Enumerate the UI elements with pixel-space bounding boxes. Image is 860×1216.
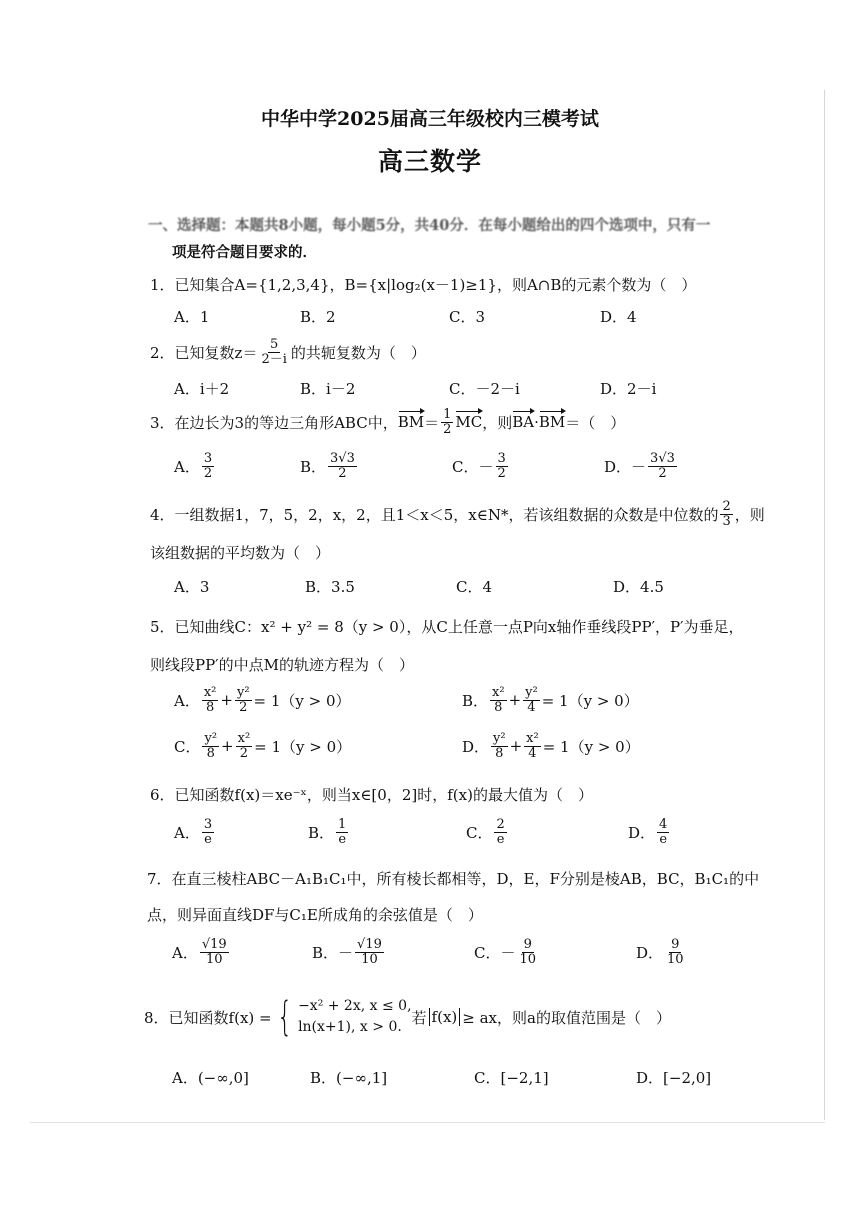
left-brace: {: [276, 994, 292, 1040]
section-instructions-cont: 项是符合题目要求的．: [172, 244, 317, 261]
frac-den: 8: [205, 699, 215, 715]
vector-bm: BM: [397, 413, 425, 432]
question-7: 7．在直三棱柱ABC－A₁B₁C₁中，所有棱长都相等，D，E，F分别是棱AB，BC，B₁C₁的中: [147, 870, 760, 888]
option-fraction: [648, 452, 677, 480]
q3-half: [441, 408, 453, 436]
question-5: 5．已知曲线C：x² + y² = 8（y > 0），从C上任意一点P向x轴作垂线段PP′，P′为垂足，: [150, 618, 744, 636]
option-fraction: [202, 686, 219, 714]
q3-then: ，则: [482, 413, 513, 432]
q3-half-num: 1: [443, 407, 452, 422]
q3-option-b: [300, 452, 359, 480]
frac-num: 3√3: [330, 451, 355, 466]
q4-frac-num: 2: [722, 499, 731, 514]
piecewise-cases: [298, 996, 411, 1038]
question-8: [144, 996, 671, 1038]
q4-option-d: D．4.5: [613, 578, 664, 596]
piecewise-function: [272, 996, 412, 1038]
option-label: D．: [462, 737, 490, 756]
q4-option-c: C．4: [456, 578, 493, 596]
option-label: D．: [604, 457, 632, 476]
q1-option-a: A．1: [174, 308, 210, 326]
q3-option-c: [452, 452, 510, 480]
option-tail: = 1（y > 0）: [542, 737, 640, 756]
q7-option-b: [312, 938, 386, 966]
option-label: B．: [312, 943, 339, 962]
q8-option-d: D．[−2,0]: [636, 1069, 712, 1087]
option-fraction: [518, 938, 539, 966]
q8-prefix: 8．已知函数f(x) =: [144, 1008, 272, 1027]
q8-option-b: B．(−∞,1]: [310, 1069, 388, 1087]
frac-den: 2: [658, 465, 667, 481]
option-fraction: [202, 452, 214, 480]
q8-mid: 若: [411, 1008, 427, 1027]
q6-option-c: [466, 818, 509, 846]
q6-option-a: [174, 818, 216, 846]
frac-num: 3: [203, 817, 213, 832]
option-fraction: [490, 686, 507, 714]
option-label: A．: [174, 691, 200, 710]
frac-den: 8: [495, 745, 504, 761]
frac-den: 10: [361, 951, 378, 967]
q3-eq: ＝: [424, 413, 440, 432]
q2-frac-den: 2－i: [261, 351, 287, 367]
frac-den: 10: [205, 951, 223, 967]
option-fraction: [657, 818, 669, 846]
q5-option-b: B． $\frac{\text{x²}}{8}$ + $\frac{\text{y²}}{4}$ = 1（y > 0）: [462, 685, 639, 715]
q7-option-d: [636, 938, 688, 966]
vector-bm: BM: [538, 413, 566, 432]
frac-den: 2: [338, 465, 347, 481]
section-instructions: 一、选择题：本题共8小题，每小题5分，共40分．在每小题给出的四个选项中，只有一: [148, 217, 711, 234]
q4-option-a: A．3: [174, 578, 210, 596]
frac-den: 2: [239, 699, 248, 715]
frac-den: 2: [203, 465, 213, 481]
frac-den: 4: [528, 745, 537, 761]
q4-frac-den: 3: [722, 513, 731, 529]
frac-den: 2: [239, 745, 249, 761]
frac-num: 3: [203, 451, 213, 466]
option-label: C．: [174, 737, 201, 756]
q2-option-c: C．－2－i: [449, 380, 520, 398]
frac-num: 3: [497, 451, 506, 466]
option-fraction: [202, 818, 214, 846]
option-fraction: [355, 938, 384, 966]
question-2: [150, 338, 426, 366]
frac-num: 2: [496, 817, 505, 832]
option-fraction: [202, 732, 219, 760]
q8-option-c: C．[−2,1]: [474, 1069, 549, 1087]
option-sign: －: [338, 943, 354, 962]
q2-frac-num: 5: [270, 337, 279, 352]
exam-subject: 高三数学: [377, 147, 482, 176]
option-sign: －: [500, 943, 516, 962]
option-fraction: [491, 732, 508, 760]
frac-num: 3√3: [650, 451, 675, 466]
option-label: B．: [462, 691, 489, 710]
frac-num: y²: [493, 731, 506, 746]
q4-option-b: B．3.5: [305, 578, 355, 596]
frac-den: 2: [497, 465, 506, 481]
option-fraction: [524, 732, 541, 760]
question-4-cont: 该组数据的平均数为（ ）: [150, 544, 331, 562]
q2-option-d: D．2－i: [600, 380, 657, 398]
option-label: D．: [636, 943, 664, 962]
q5-option-a: A． $\frac{\text{x²}}{8}$ + $\frac{\text{y²}}{2}$ = 1（y > 0）: [174, 685, 351, 715]
q7-option-c: [474, 938, 540, 966]
piecewise-case-2: ln(x+1), x > 0.: [298, 1019, 402, 1035]
q2-fraction: [259, 338, 288, 366]
option-fraction: [200, 938, 229, 966]
option-label: B．: [300, 457, 327, 476]
q6-option-d: [628, 818, 671, 846]
frac-den: e: [204, 831, 212, 847]
q5-option-c: C． $\frac{\text{y²}}{8}$ + $\frac{\text{x²}}{2}$ = 1（y > 0）: [174, 731, 352, 761]
q3-option-d: [604, 452, 679, 480]
q1-option-b: B．2: [300, 308, 336, 326]
frac-num: x²: [237, 731, 251, 746]
q8-option-a: A．(−∞,0]: [172, 1069, 249, 1087]
frac-num: 9: [523, 937, 532, 952]
frac-num: 1: [338, 817, 347, 832]
q5-option-d: D． $\frac{\text{y²}}{8}$ + $\frac{\text{x²}}{4}$ = 1（y > 0）: [462, 731, 640, 761]
frac-num: y²: [236, 685, 250, 700]
option-fraction: [235, 686, 252, 714]
frac-num: x²: [492, 685, 505, 700]
question-6: 6．已知函数f(x)＝xe⁻ˣ，则当x∈[0，2]时，f(x)的最大值为（ ）: [150, 786, 593, 804]
q7-option-a: [172, 938, 231, 966]
frac-num: 9: [671, 937, 680, 952]
vector-mc: MC: [455, 413, 483, 432]
option-tail: = 1（y > 0）: [541, 691, 639, 710]
q3-option-a: [174, 452, 216, 480]
q2-prefix: 2．已知复数z＝: [150, 343, 258, 362]
option-fraction: [665, 938, 686, 966]
frac-den: 10: [667, 951, 684, 967]
frac-den: 8: [494, 699, 503, 715]
frac-den: 10: [519, 951, 537, 967]
q1-option-d: D．4: [600, 308, 637, 326]
option-label: B．: [308, 823, 335, 842]
option-label: C．: [474, 943, 501, 962]
option-tail: = 1（y > 0）: [254, 737, 352, 756]
q3-dot: ·: [534, 413, 539, 432]
q1-option-c: C．3: [449, 308, 486, 326]
option-label: A．: [174, 457, 200, 476]
question-4: [150, 500, 765, 528]
option-tail: = 1（y > 0）: [253, 691, 351, 710]
question-5-cont: 则线段PP′的中点M的轨迹方程为（ ）: [150, 656, 414, 674]
question-7-cont: 点，则异面直线DF与C₁E所成角的余弦值是（ ）: [147, 906, 483, 924]
frac-num: y²: [204, 731, 218, 746]
option-fraction: [523, 686, 540, 714]
option-label: A．: [172, 943, 198, 962]
piecewise-case-1: −x² + 2x, x ≤ 0,: [298, 998, 412, 1014]
option-sign: －: [478, 457, 494, 476]
q2-suffix: 的共轭复数为（ ）: [290, 343, 426, 362]
question-1: 1．已知集合A={1,2,3,4}，B={x|log₂(x－1)≥1}，则A∩B的元素个数为（ ）: [150, 276, 697, 294]
option-sign: －: [631, 457, 647, 476]
page-edge: [30, 1122, 825, 1123]
option-fraction: [494, 818, 506, 846]
frac-den: e: [338, 831, 347, 847]
option-fraction: [496, 452, 508, 480]
frac-den: 4: [527, 699, 536, 715]
option-label: A．: [174, 823, 200, 842]
frac-num: y²: [525, 685, 538, 700]
option-fraction: [328, 452, 357, 480]
frac-num: √19: [357, 937, 382, 952]
option-label: C．: [452, 457, 479, 476]
exam-title: 中华中学2025届高三年级校内三模考试: [261, 108, 599, 130]
frac-num: x²: [526, 731, 539, 746]
frac-num: x²: [203, 685, 217, 700]
frac-num: 4: [659, 817, 668, 832]
frac-num: √19: [201, 937, 227, 952]
frac-den: e: [496, 831, 505, 847]
q4-fraction: [720, 500, 732, 528]
q8-tail: ≥ ax，则a的取值范围是（ ）: [462, 1008, 671, 1027]
option-label: D．: [628, 823, 656, 842]
option-label: C．: [466, 823, 493, 842]
q3-tail: ＝（ ）: [565, 413, 626, 432]
vector-ba: BA: [512, 413, 535, 432]
q4-line1-suffix: ，则: [734, 505, 765, 524]
q3-prefix: 3．在边长为3的等边三角形ABC中，: [150, 413, 398, 432]
option-fraction: [236, 732, 253, 760]
absolute-value: f(x): [429, 1008, 461, 1026]
q2-option-b: B．i－2: [300, 380, 356, 398]
q2-option-a: A．i＋2: [174, 380, 230, 398]
frac-den: 8: [206, 745, 215, 761]
frac-den: e: [659, 831, 668, 847]
q3-half-den: 2: [443, 421, 452, 437]
option-fraction: [336, 818, 348, 846]
q4-line1: 4．一组数据1，7，5，2，x，2，且1＜x＜5，x∈N*，若该组数据的众数是中位数的: [150, 505, 719, 524]
q6-option-b: [308, 818, 350, 846]
question-3: [150, 408, 625, 436]
page-edge: [824, 90, 825, 1120]
